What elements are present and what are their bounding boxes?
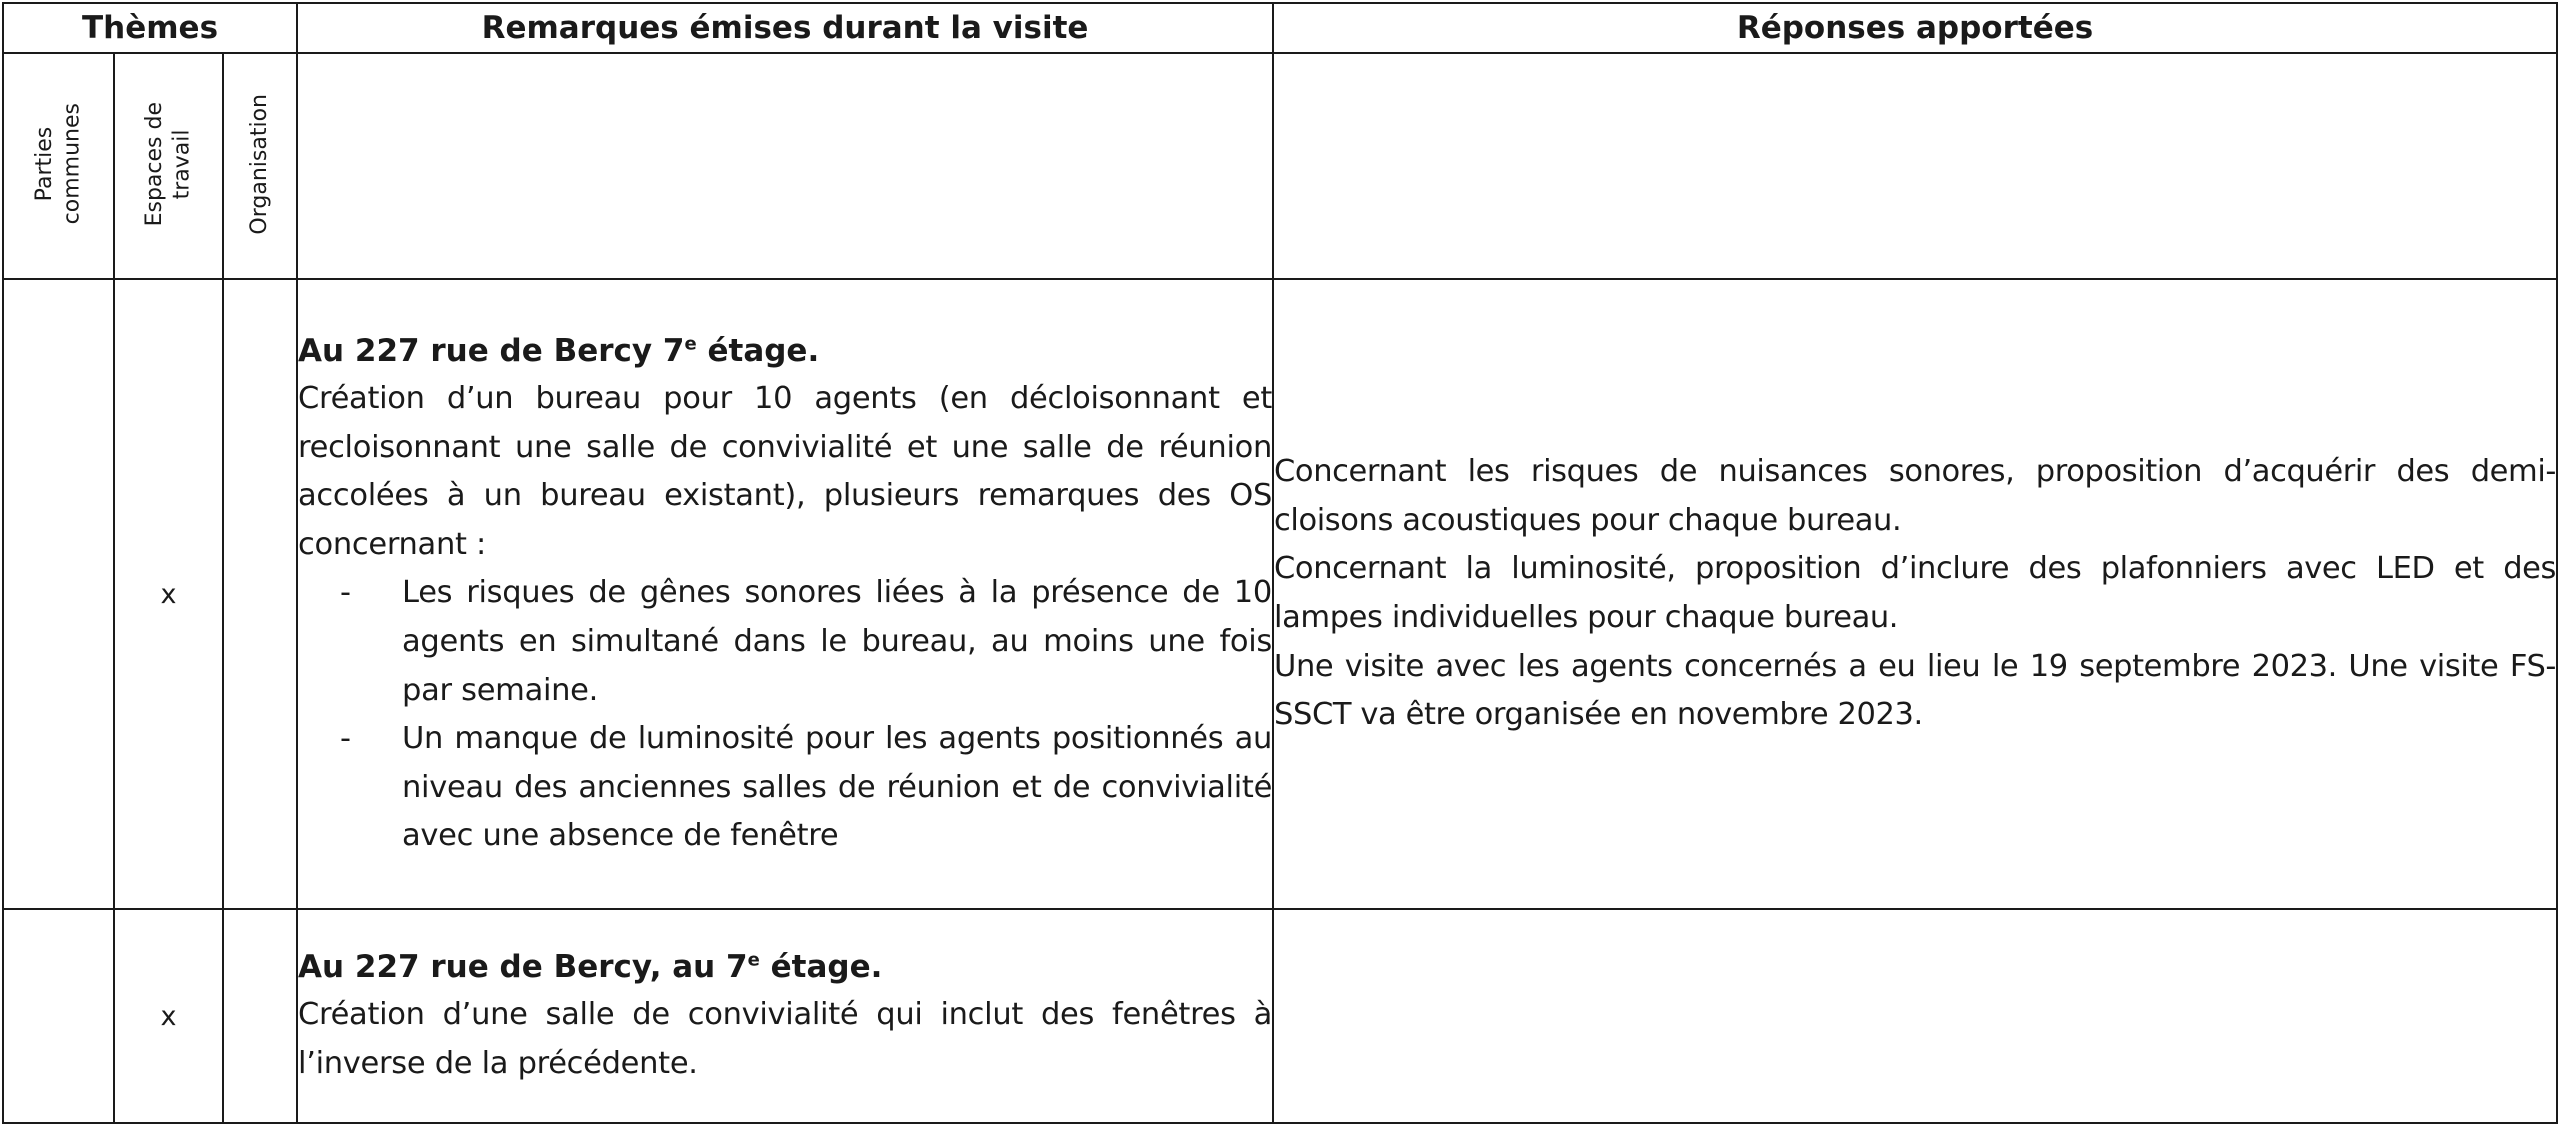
header-answers: Réponses apportées bbox=[1273, 3, 2557, 53]
subheader-organisation: Organisation bbox=[247, 93, 273, 235]
subheader-organisation-cell bbox=[223, 53, 297, 279]
remark-title: Au 227 rue de Bercy 7e étage. bbox=[298, 333, 820, 370]
empty-answers-cell bbox=[1273, 53, 2557, 279]
subheader-espaces-de-travail-cell bbox=[114, 53, 223, 279]
subheader-row bbox=[3, 53, 2557, 279]
parties-communes-mark-cell bbox=[3, 279, 114, 909]
remark-cell bbox=[297, 909, 1273, 1123]
parties-communes-mark-cell bbox=[3, 909, 114, 1123]
espaces-de-travail-mark: x bbox=[114, 909, 223, 1123]
empty-remarks-cell bbox=[297, 53, 1273, 279]
answer-paragraph: Concernant la luminosité, proposition d’inclure des plafonniers avec LED et des lampes individuelles pour chaque bureau. bbox=[1274, 551, 2557, 635]
bullet-dash: - bbox=[340, 575, 351, 611]
header-themes: Thèmes bbox=[3, 3, 297, 53]
remark-intro: Création d’une salle de convivialité qui inclut des fenêtres à l’inverse de la précédente. bbox=[298, 997, 1273, 1081]
answer-paragraph: Concernant les risques de nuisances sonores, proposition d’acquérir des demi-cloisons acoustiques pour chaque bureau. bbox=[1274, 454, 2557, 538]
list-item: - Les risques de gênes sonores liées à la présence de 10 agents en simultané dans le bureau, au moins une fois par semaine. bbox=[402, 569, 1272, 715]
organisation-mark-cell bbox=[223, 909, 297, 1123]
subheader-parties-communes: Parties communes bbox=[32, 103, 85, 225]
remark-intro: Création d’un bureau pour 10 agents (en décloisonnant et recloisonnant une salle de convivialité et une salle de réunion accolées à un bureau existant), plusieurs remarques des OS concernant : bbox=[298, 381, 1273, 562]
list-item: - Un manque de luminosité pour les agents positionnés au niveau des anciennes salles de réunion et de convivialité avec une absence de fenêtre bbox=[402, 715, 1272, 861]
answer-cell bbox=[1273, 279, 2557, 909]
remark-title: Au 227 rue de Bercy, au 7e étage. bbox=[298, 949, 883, 986]
organisation-mark-cell bbox=[223, 279, 297, 909]
header-remarks: Remarques émises durant la visite bbox=[297, 3, 1273, 53]
visit-remarks-table bbox=[2, 2, 2558, 1124]
subheader-parties-communes-cell bbox=[3, 53, 114, 279]
answer-cell bbox=[1273, 909, 2557, 1123]
remark-bullet-list bbox=[298, 569, 1272, 861]
bullet-dash: - bbox=[340, 721, 351, 757]
header-row bbox=[3, 3, 2557, 53]
answer-paragraph: Une visite avec les agents concernés a eu lieu le 19 septembre 2023. Une visite FS-SSCT va être organisée en novembre 2023. bbox=[1274, 648, 2557, 733]
table-row bbox=[3, 279, 2557, 909]
table-row bbox=[3, 909, 2557, 1123]
subheader-espaces-de-travail: Espaces de travail bbox=[142, 101, 195, 227]
remark-cell bbox=[297, 279, 1273, 909]
espaces-de-travail-mark: x bbox=[114, 279, 223, 909]
